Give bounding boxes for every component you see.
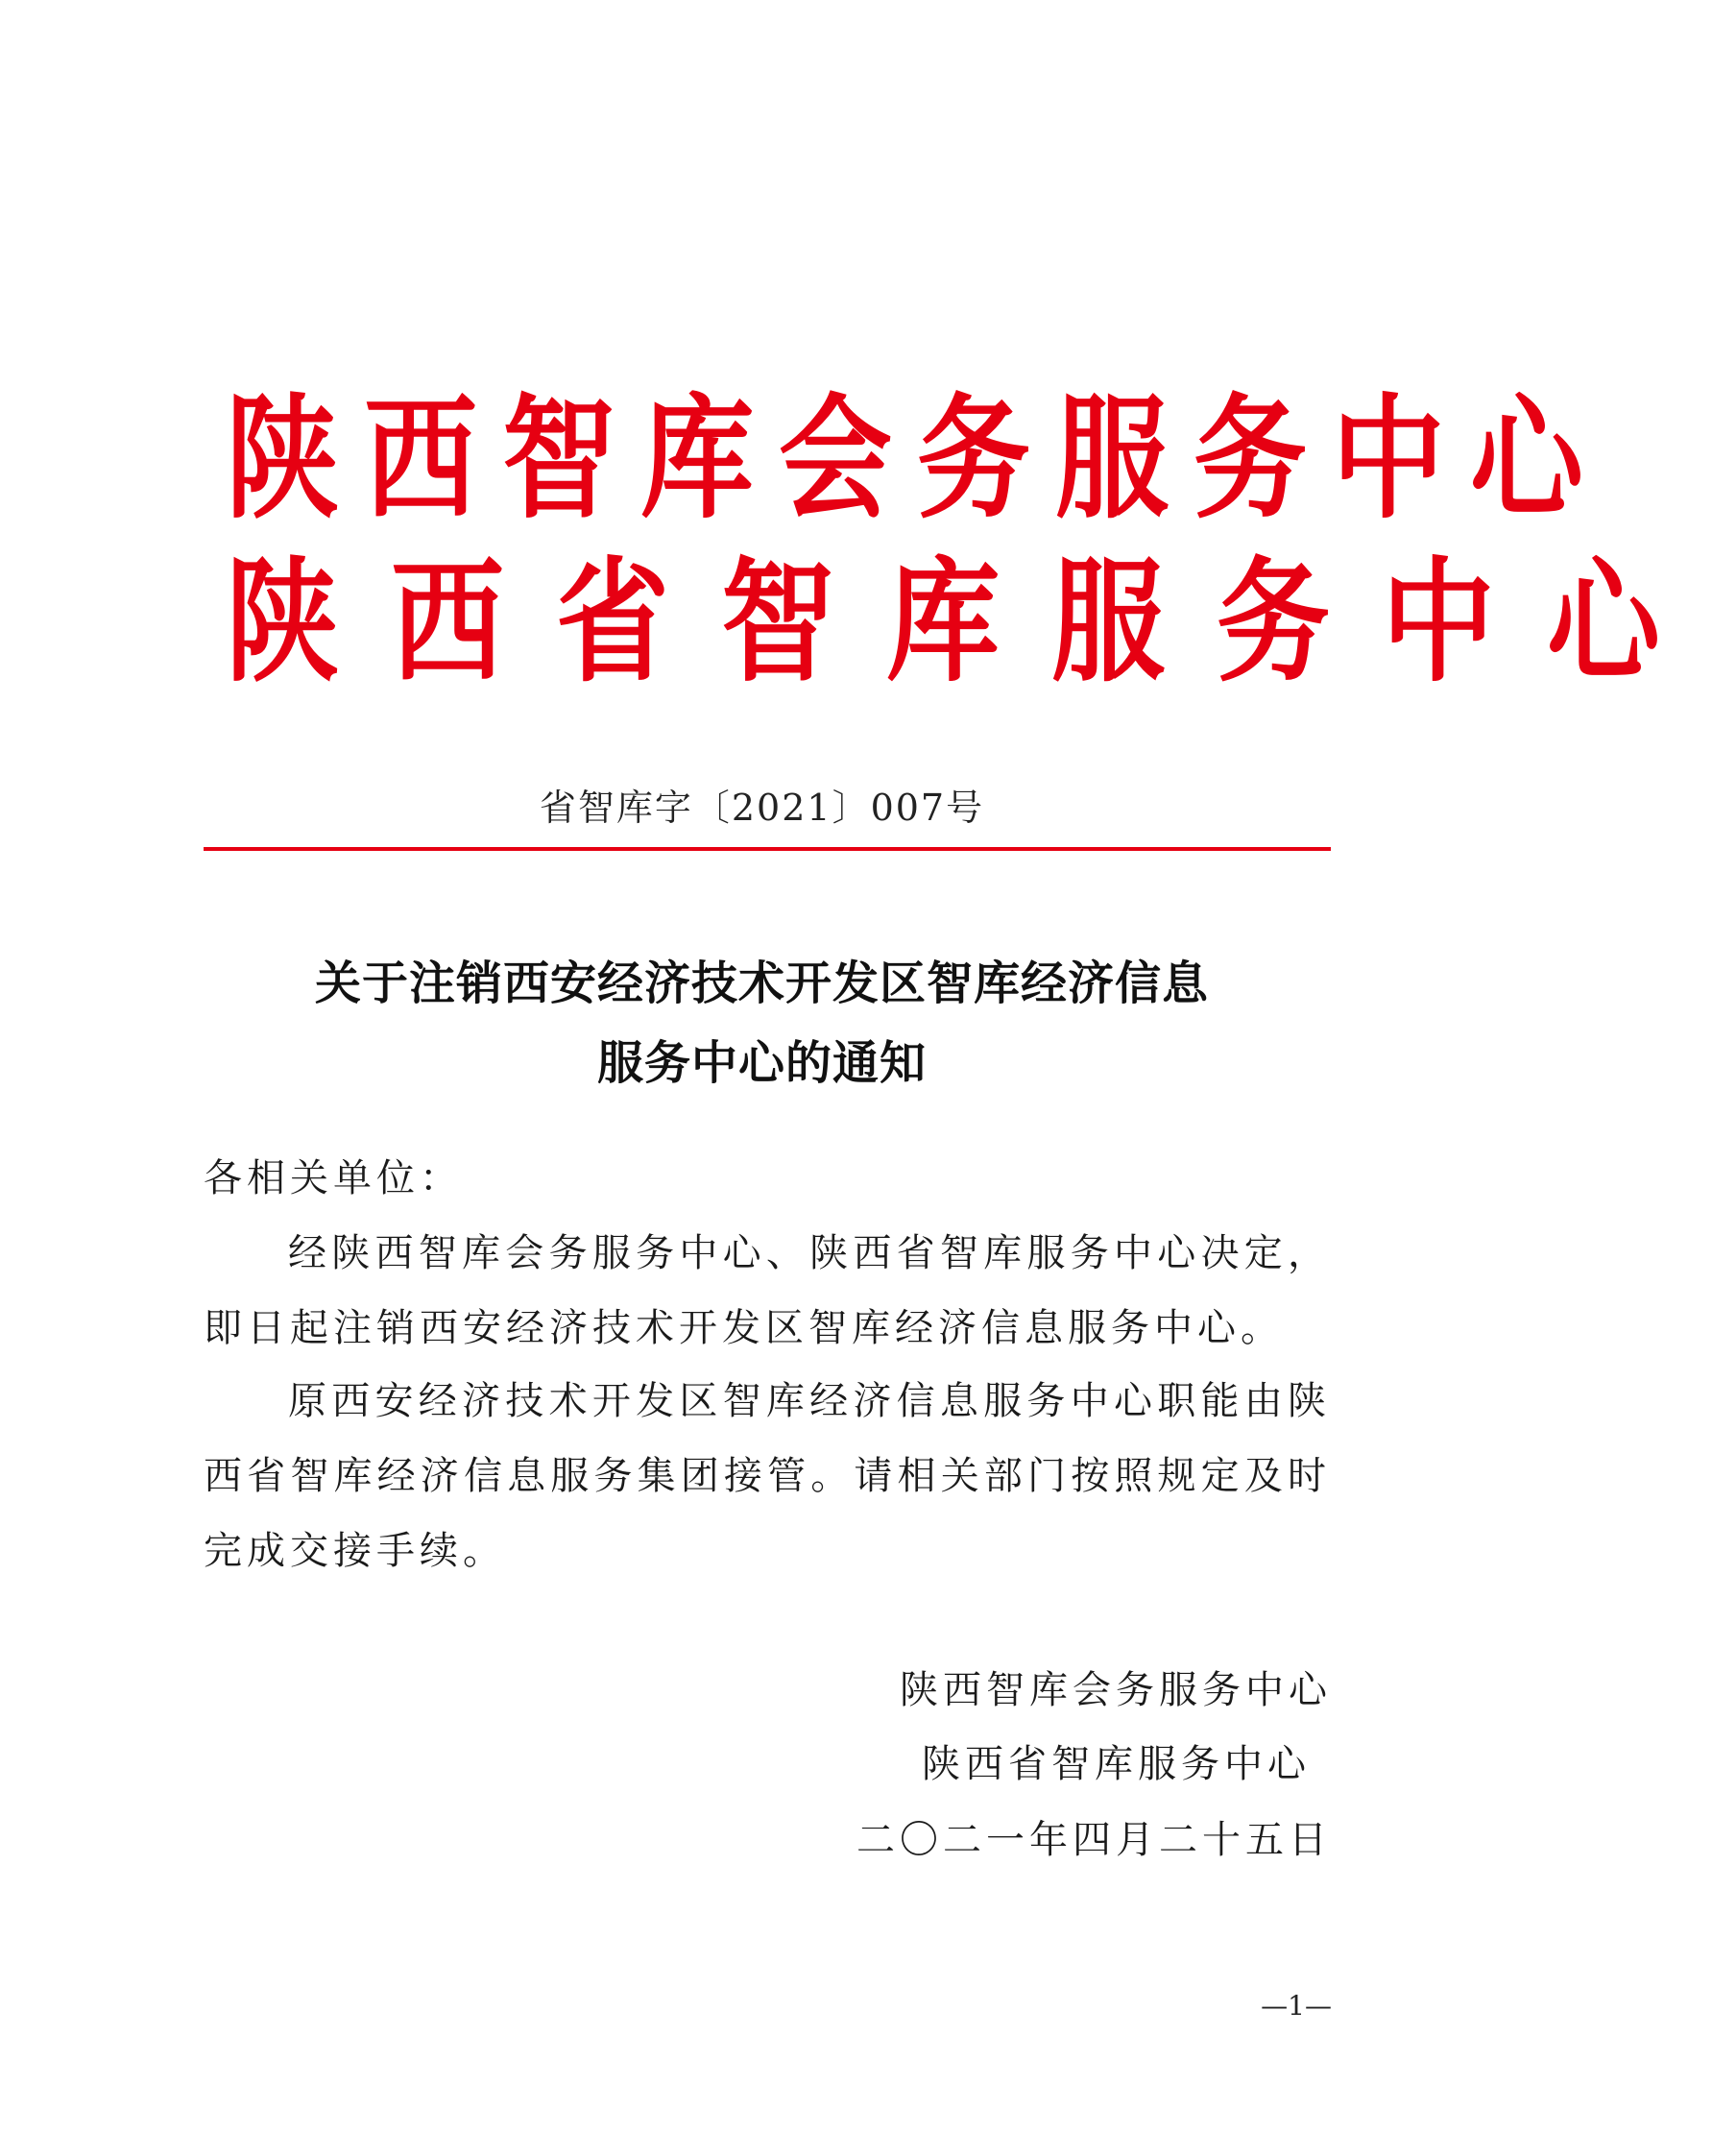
issuer-header-line-1: 陕西智库会务服务中心 xyxy=(226,380,1609,538)
signature-date: 二〇二一年四月二十五日 xyxy=(856,1818,1332,1862)
issuer-header-line-2: 陕西省智库服务中心 xyxy=(226,544,1712,701)
body-paragraph-1: 经陕西智库会务服务中心、陕西省智库服务中心决定，即日起注销西安经济技术开发区智库经济信息服务中心。 xyxy=(204,1231,1331,1350)
red-divider-line xyxy=(204,847,1331,851)
signature-org-1: 陕西智库会务服务中心 xyxy=(900,1668,1332,1712)
page-number: —1— xyxy=(1261,1990,1332,2022)
document-number: 省智库字〔2021〕007号 xyxy=(539,787,985,829)
body-paragraph-2: 原西安经济技术开发区智库经济信息服务中心职能由陕西省智库经济信息服务集团接管。请相关部门按照规定及时完成交接手续。 xyxy=(204,1379,1331,1573)
salutation: 各相关单位： xyxy=(204,1156,463,1200)
signature-org-2: 陕西省智库服务中心 xyxy=(922,1742,1311,1786)
document-title-line-1: 关于注销西安经济技术开发区智库经济信息 xyxy=(314,957,1209,1010)
document-title-line-2: 服务中心的通知 xyxy=(596,1036,927,1090)
